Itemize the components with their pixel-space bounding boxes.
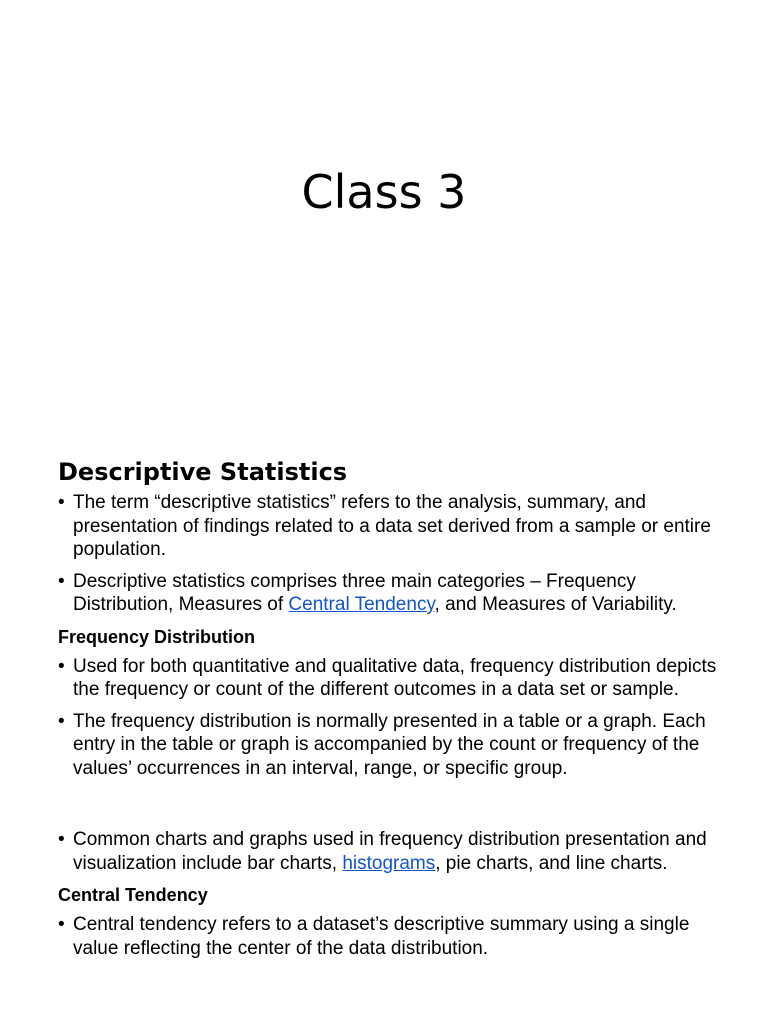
bullet-icon: • (58, 655, 65, 677)
bullet-text: Common charts and graphs used in frequency distribution presentation and visualization include bar charts, (73, 829, 707, 874)
section-heading: Descriptive Statistics (58, 458, 348, 486)
slide-title: Class 3 (301, 165, 467, 219)
bullet-text: The frequency distribution is normally presented in a table or a graph. Each entry in the table or graph is accompanied by the count or frequency of the values’ occurrences in an interval, range, or specific group. (73, 710, 706, 779)
bullet-item (58, 491, 718, 562)
bullet-icon: • (58, 710, 65, 732)
bullet-icon: • (58, 492, 65, 513)
bullet-item (58, 710, 718, 781)
slide-content (58, 455, 718, 968)
bullet-item (58, 913, 718, 960)
bullet-text: , pie charts, and line charts. (435, 852, 668, 874)
bullet-icon: • (58, 570, 65, 592)
bullet-item (58, 655, 718, 702)
bullet-icon: • (58, 914, 65, 935)
bullet-text: Descriptive statistics comprises three main categories – Frequency Distribution, Measures of (73, 570, 636, 615)
bullet-item (58, 828, 718, 875)
bullet-text: , and Measures of Variability. (434, 594, 677, 615)
histograms-link[interactable]: histograms (342, 852, 436, 874)
central-tendency-link[interactable]: Central Tendency (288, 594, 435, 615)
frequency-distribution-heading: Frequency Distribution (58, 626, 256, 647)
bullet-text: The term “descriptive statistics” refers to the analysis, summary, and presentation of findings related to a data set derived from a sample or entire population. (73, 492, 711, 560)
bullet-icon: • (58, 829, 65, 850)
spacer (58, 788, 718, 828)
central-tendency-heading: Central Tendency (58, 885, 208, 905)
bullet-item (58, 570, 718, 617)
bullet-text: Used for both quantitative and qualitative data, frequency distribution depicts the frequency or count of the different outcomes in a data set or sample. (73, 655, 717, 700)
bullet-text: Central tendency refers to a dataset’s descriptive summary using a single value reflecting the center of the data distribution. (73, 914, 690, 959)
